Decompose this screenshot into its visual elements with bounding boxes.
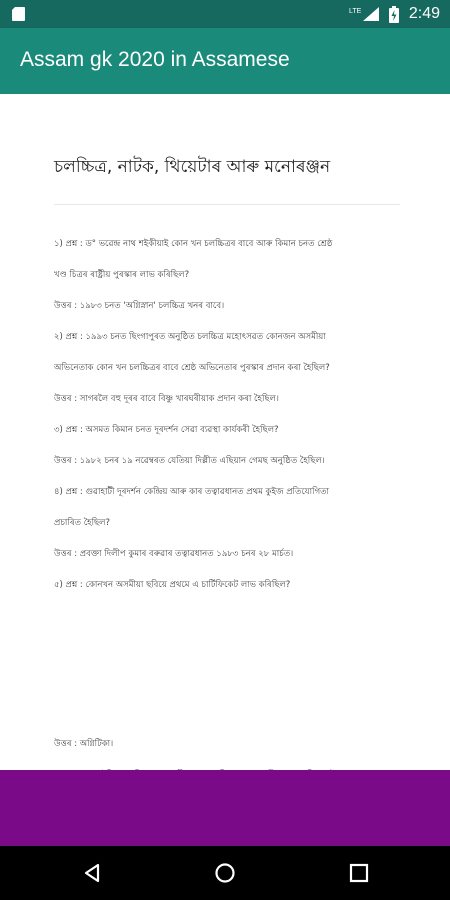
recents-icon[interactable]: [347, 861, 371, 885]
back-icon[interactable]: [80, 861, 104, 885]
question-3: ৩) প্ৰশ্ন : অসমত কিমান চনত দূৰদৰ্শন সেৱা ব্যৱস্থা কাৰ্যকৰী হৈছিল?: [54, 425, 279, 435]
app-bar: [0, 28, 450, 94]
app-title: Assam gk 2020 in Assamese: [20, 48, 290, 71]
lte-icon: LTE: [348, 8, 362, 15]
status-icons: [349, 0, 440, 28]
question-2-line-1: ২) প্ৰশ্ন : ১৯৯৩ চনত ছিংগাপুৰত অনুষ্ঠিত চলচ্চিত্ৰ মহোৎসৱত কোনজন অসমীয়া: [54, 332, 326, 342]
question-1-line-2: খণ্ড চিত্ৰৰ ৰাষ্ট্ৰীয় পুৰস্কাৰ লাভ কৰিছিল?: [54, 270, 190, 280]
question-1-line-1: ১) প্ৰশ্ন : ড° ভৱেন্দ্ৰ নাথ শইকীয়াই কোন খন চলচ্চিত্ৰৰ বাবে আৰু কিমান চনত শ্ৰেষ্ঠ: [54, 239, 333, 249]
status-bar: [0, 0, 450, 28]
answer-5: উত্তৰ : অগ্নিটিকা।: [54, 739, 114, 749]
ad-space: [54, 601, 400, 729]
answer-4: উত্তৰ : প্ৰবক্তা দিলীপ কুমাৰ বৰুৱাৰ তত্বাৱধানত ১৯৮৩ চনৰ ২৮ মাৰ্চত।: [54, 549, 294, 559]
article-heading: চলচ্চিত্ৰ, নাটক, থিয়েটাৰ আৰু মনোৰঞ্জন: [54, 157, 331, 177]
home-icon[interactable]: [213, 861, 237, 885]
ad-banner[interactable]: [0, 770, 450, 846]
question-4-line-1: ৪) প্ৰশ্ন : গুৱাহাটী দূৰদৰ্শন কেন্দ্ৰিয় আৰু কাৰ তত্বাৱধানত প্ৰথম কুইজ প্ৰতিযোগিতা: [54, 487, 329, 497]
question-5: ৫) প্ৰশ্ন : কোনখন অসমীয়া ছবিয়ে প্ৰথমে এ চাৰ্টিফিকেট লাভ কৰিছিল?: [54, 580, 291, 590]
status-time: 2:49: [408, 5, 440, 22]
question-4-line-2: প্ৰচাৰিত হৈছিল?: [54, 518, 111, 528]
answer-2: উত্তৰ : সাগৰলৈ বহু দূৰৰ বাবে বিষ্ণু খাৰঘৰীয়াক প্ৰদান কৰা হৈছিল।: [54, 394, 279, 404]
navigation-bar: [0, 846, 450, 900]
signal-icon: [349, 6, 383, 22]
sd-card-icon: [12, 7, 25, 21]
question-2-line-2: অভিনেতাক কোন খন চলচ্চিত্ৰৰ বাবে শ্ৰেষ্ঠ অভিনেতাৰ পুৰস্কাৰ প্ৰদান কৰা হৈছিল?: [54, 363, 330, 373]
answer-1: উত্তৰ : ১৯৮৩ চনত 'অগ্নিস্নান' চলচ্চিত্ৰ খনৰ বাবে।: [54, 301, 225, 311]
answer-3: উত্তৰ : ১৯৮২ চনৰ ১৯ নৱেম্বৰত যেতিয়া দিল্লীত এছিয়ান গেমছ অনুষ্ঠিত হৈছিল।: [54, 456, 325, 466]
article-content[interactable]: [0, 94, 450, 770]
battery-icon: [389, 6, 399, 23]
divider: [54, 204, 400, 205]
article-body: [54, 229, 400, 791]
